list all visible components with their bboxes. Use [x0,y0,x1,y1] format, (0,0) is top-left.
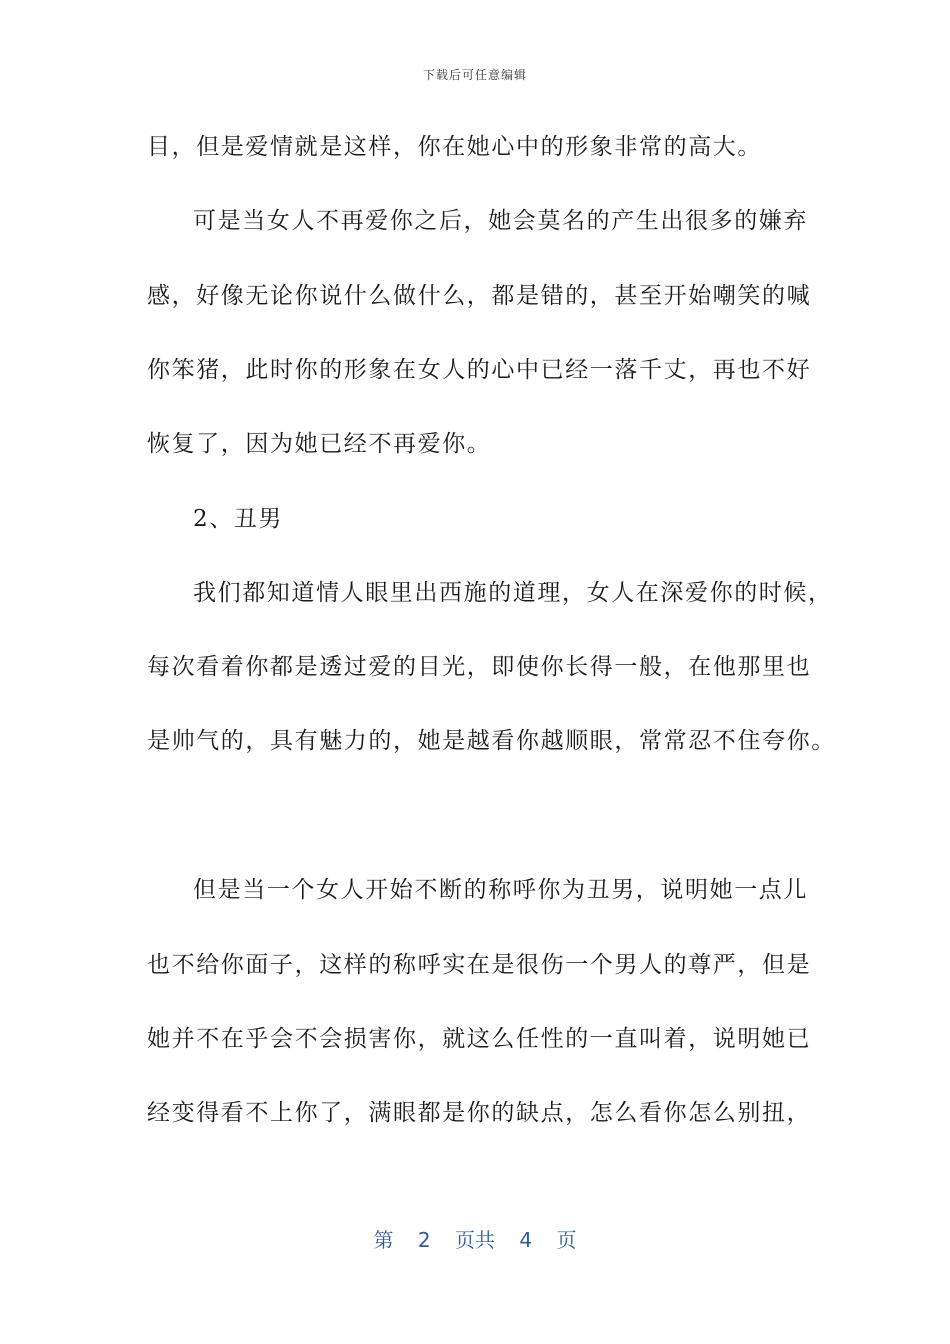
paragraph-line: 但是当一个女人开始不断的称呼你为丑男，说明她一点儿 [193,877,808,903]
paragraph-line: 感，好像无论你说什么做什么，都是错的，甚至开始嘲笑的喊 [147,283,812,309]
section-heading: 2、丑男 [193,506,284,532]
paragraph-line: 经变得看不上你了，满眼都是你的缺点，怎么看你怎么别扭， [147,1100,812,1126]
page-footer [0,1224,950,1253]
footer-prefix: 第 [373,1228,394,1252]
paragraph-line: 恢复了，因为她已经不再爱你。 [147,431,492,457]
paragraph-line: 可是当女人不再爱你之后，她会莫名的产生出很多的嫌弃 [193,208,808,234]
paragraph-line: 目，但是爱情就是这样，你在她心中的形象非常的高大。 [147,134,762,160]
paragraph-line: 她并不在乎会不会损害你，就这么任性的一直叫着，说明她已 [147,1026,812,1052]
paragraph-line: 也不给你面子，这样的称呼实在是很伤一个男人的尊严，但是 [147,952,812,978]
paragraph-line: 你笨猪，此时你的形象在女人的心中已经一落千丈，再也不好 [147,357,812,383]
page-header: 下载后可任意编辑 [422,68,527,82]
current-page-number: 2 [417,1228,431,1252]
total-pages-number: 4 [519,1228,533,1252]
footer-middle: 页共 [455,1228,495,1252]
footer-suffix: 页 [556,1228,577,1252]
paragraph-line: 我们都知道情人眼里出西施的道理，女人在深爱你的时候， [193,580,833,606]
paragraph-line: 是帅气的，具有魅力的，她是越看你越顺眼，常常忍不住夸你。 [147,728,836,754]
paragraph-line: 每次看着你都是透过爱的目光，即使你长得一般，在他那里也 [147,654,812,680]
